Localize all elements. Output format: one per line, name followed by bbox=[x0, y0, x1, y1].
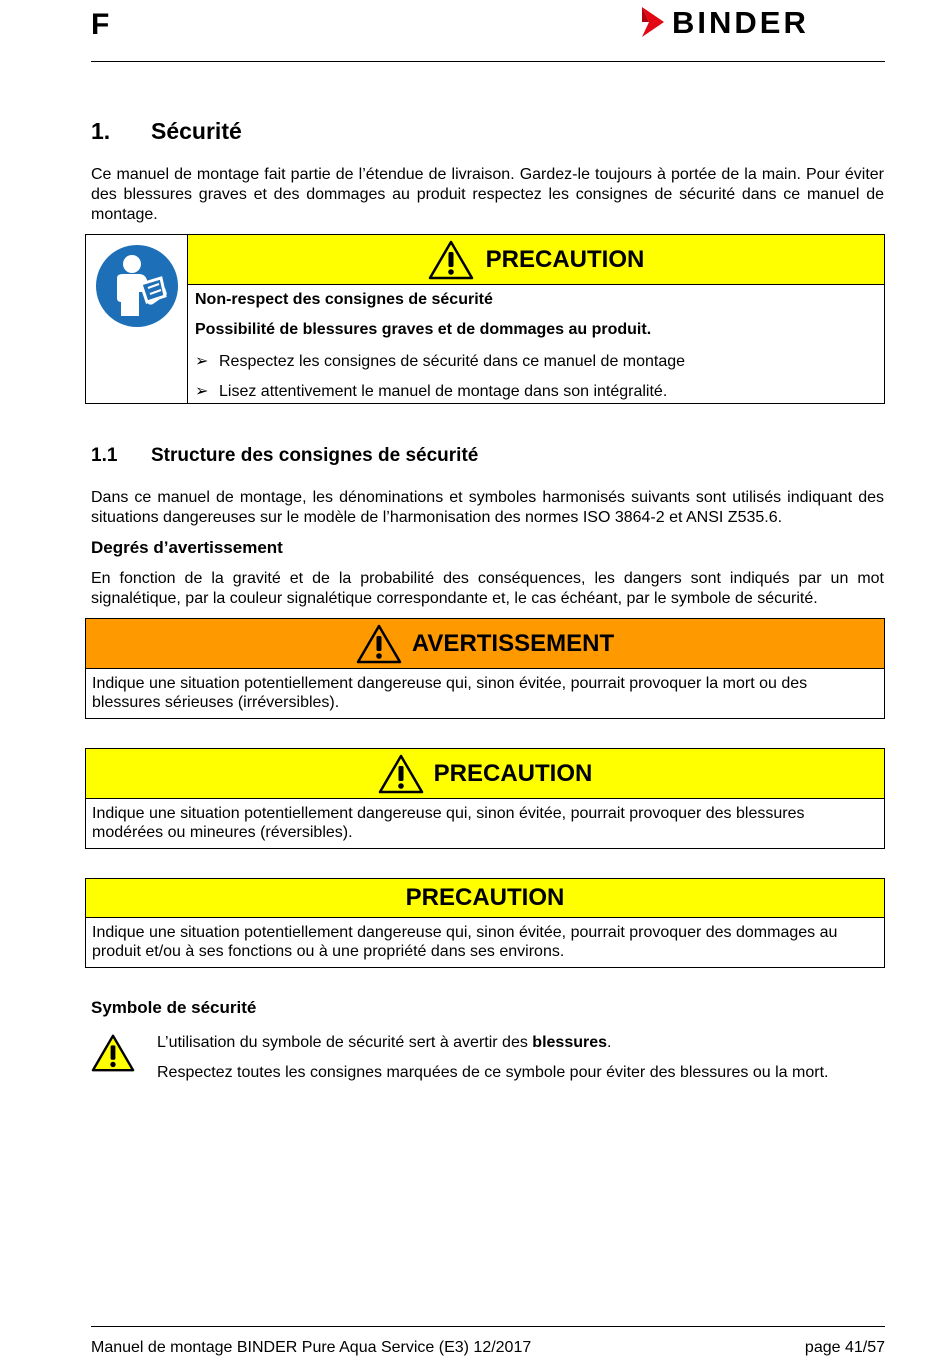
footer-document-title: Manuel de montage BINDER Pure Aqua Service (E3) 12/2017 bbox=[91, 1339, 532, 1356]
safety-symbol-line-2: Respectez toutes les consignes marquées de ce symbole pour éviter des blessures ou la mort. bbox=[157, 1064, 829, 1081]
list-item bbox=[195, 351, 685, 371]
binder-logo-mark-icon bbox=[640, 5, 666, 39]
signal-word: PRECAUTION bbox=[405, 884, 565, 911]
text-segment: . bbox=[607, 1034, 612, 1051]
warning-triangle-icon bbox=[378, 754, 424, 794]
safety-symbol-line-1 bbox=[157, 1034, 611, 1052]
warning-box-precaution-injury bbox=[85, 748, 885, 849]
mandatory-icon-cell bbox=[86, 235, 188, 403]
warning-box-avertissement bbox=[85, 618, 885, 719]
precaution-table bbox=[85, 234, 885, 404]
warning-box-header bbox=[86, 879, 884, 918]
degrees-text: En fonction de la gravité et de la probabilité des conséquences, les dangers sont indiqués par un mot signalétique, par la couleur signalétique correspondante et, le cas échéant, par le symbole de sécurité. bbox=[91, 570, 884, 607]
subsection-title: Structure des consignes de sécurité bbox=[151, 445, 479, 466]
footer-page-number: page 41/57 bbox=[804, 1339, 885, 1356]
warning-triangle-icon bbox=[356, 624, 402, 664]
language-letter: F bbox=[91, 8, 110, 41]
text-segment: L’utilisation du symbole de sécurité sert à avertir des bbox=[157, 1034, 533, 1051]
warning-box-text: Indique une situation potentiellement dangereuse qui, sinon évitée, pourrait provoquer des dommages au produit et/ou à ses fonctions ou à une propriété dans ses environs. bbox=[92, 924, 838, 960]
precaution-line-1: Non-respect des consignes de sécurité bbox=[195, 291, 493, 308]
subsection-heading bbox=[91, 445, 478, 467]
warning-triangle-icon bbox=[428, 240, 474, 280]
text-segment-bold: blessures bbox=[532, 1034, 608, 1051]
warning-box-header bbox=[86, 749, 884, 799]
section-heading bbox=[91, 118, 242, 145]
signal-word: PRECAUTION bbox=[433, 759, 593, 787]
warning-box-header bbox=[86, 619, 884, 669]
section-number: 1. bbox=[91, 118, 111, 144]
subsection-intro: Dans ce manuel de montage, les dénominations et symboles harmonisés suivants sont utilisés indiquant des situations dangereuses sur le modèle de l’harmonisation des normes ISO 3864-2 et ANSI Z535.6. bbox=[91, 489, 884, 526]
warning-box-text: Indique une situation potentiellement dangereuse qui, sinon évitée, pourrait provoquer la mort ou des blessures sérieuses (irréversibles). bbox=[92, 675, 808, 711]
section-title: Sécurité bbox=[151, 118, 242, 144]
bullet-text: Respectez les consignes de sécurité dans ce manuel de montage bbox=[219, 353, 686, 370]
bullet-text: Lisez attentivement le manuel de montage dans son intégralité. bbox=[219, 383, 668, 400]
signal-word: PRECAUTION bbox=[485, 245, 645, 273]
read-manual-mandatory-icon bbox=[95, 244, 179, 328]
arrow-bullet-icon: ➢ bbox=[195, 383, 209, 400]
warning-box-text: Indique une situation potentiellement dangereuse qui, sinon évitée, pourrait provoquer des blessures modérées ou mineures (réversibles). bbox=[92, 805, 805, 841]
footer-rule bbox=[91, 1326, 885, 1327]
section-intro: Ce manuel de montage fait partie de l’étendue de livraison. Gardez-le toujours à portée de la main. Pour éviter des blessures graves et des dommages au produit respectez les consignes de sécurité dans ce manuel de montage. bbox=[91, 166, 884, 223]
subsection-number: 1.1 bbox=[91, 445, 118, 466]
warning-box-precaution-damage bbox=[85, 878, 885, 968]
signal-word: AVERTISSEMENT bbox=[411, 629, 615, 657]
header-rule bbox=[91, 61, 885, 62]
arrow-bullet-icon: ➢ bbox=[195, 353, 209, 370]
brand-name: BINDER bbox=[672, 4, 809, 40]
degrees-heading: Degrés d’avertissement bbox=[91, 538, 283, 557]
list-item bbox=[195, 381, 667, 401]
binder-logo bbox=[640, 5, 885, 39]
safety-symbol-heading: Symbole de sécurité bbox=[91, 998, 257, 1017]
warning-triangle-icon bbox=[91, 1033, 135, 1073]
precaution-line-2: Possibilité de blessures graves et de dommages au produit. bbox=[195, 321, 652, 338]
precaution-header bbox=[188, 235, 884, 285]
